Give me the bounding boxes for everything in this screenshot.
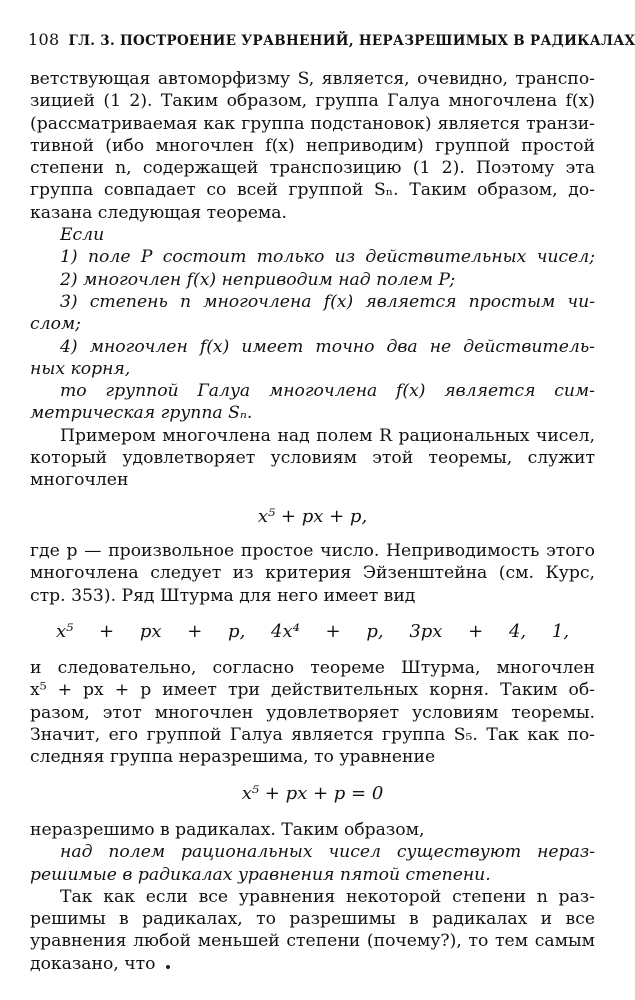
text-line: который удовлетворяет условиям этой теоремы, служит <box>30 448 595 469</box>
page-header <box>28 30 635 49</box>
conclusion-statement <box>30 841 595 886</box>
text-line: и следовательно, согласно теореме Штурма, многочлен <box>30 658 595 679</box>
text-line: где p — произвольное простое число. Неприводимость этого <box>30 540 595 561</box>
text-line: Примером многочлена над полем R рациональных чисел, <box>60 425 595 446</box>
text-line: уравнения любой меньшей степени (почему?), то тем самым <box>30 931 595 952</box>
formula-sturm-sequence: x⁵ + px + p, 4x⁴ + p, 3px + 4, 1, <box>55 620 570 642</box>
theorem-line: слом; <box>30 314 81 335</box>
theorem-statement <box>30 224 595 425</box>
paragraph-3 <box>30 540 595 607</box>
text-line: зицией (1 2). Таким образом, группа Галуа многочлена f(x) <box>30 91 595 112</box>
theorem-line: ных корня, <box>30 358 131 379</box>
theorem-line: то группой Галуа многочлена f(x) является сим- <box>60 381 595 402</box>
text-line: (рассматриваемая как группа подстановок) является транзи- <box>30 113 595 134</box>
conclusion-line: над полем рациональных чисел существуют нераз- <box>60 842 595 863</box>
theorem-line: 4) многочлен f(x) имеет точно два не действитель- <box>60 336 595 357</box>
text-line: ветствующая автоморфизму S, является, очевидно, транспо- <box>30 69 595 89</box>
paragraph-5 <box>30 819 595 841</box>
text-line: x⁵ + px + p имеет три действительных корня. Таким об- <box>30 680 595 701</box>
theorem-line: 3) степень n многочлена f(x) является простым чи- <box>60 291 595 312</box>
text-line: казана следующая теорема. <box>30 202 287 223</box>
theorem-line: 1) поле P состоит только из действительных чисел; <box>60 247 595 268</box>
formula-equation: x⁵ + px + p = 0 <box>241 782 384 804</box>
text-line: решимы в радикалах, то разрешимы в радикалах и все <box>30 909 595 930</box>
text-line: неразрешимо в радикалах. Таким образом, <box>30 819 425 840</box>
theorem-line: метрическая группа Sₙ. <box>30 403 253 424</box>
paragraph-1 <box>30 68 595 224</box>
page-number: 108 <box>28 30 60 49</box>
text-line: Так как если все уравнения некоторой степени n раз- <box>60 886 595 907</box>
ink-speck <box>166 965 170 969</box>
paragraph-2 <box>30 425 595 492</box>
text-line: группа совпадает со всей группой Sₙ. Таким образом, до- <box>30 180 595 201</box>
text-line: тивной (ибо многочлен f(x) неприводим) группой простой <box>30 135 595 156</box>
paragraph-4 <box>30 657 595 768</box>
text-line: многочлен <box>30 470 129 491</box>
text-line: Значит, его группой Галуа является группа S₅. Так как по- <box>30 725 595 746</box>
theorem-line: 2) многочлен f(x) неприводим над полем P; <box>60 269 456 290</box>
text-line: разом, этот многочлен удовлетворяет условиям теоремы. <box>30 702 595 723</box>
text-line: степени n, содержащей транспозицию (1 2). Поэтому эта <box>30 158 595 179</box>
paragraph-6 <box>30 886 595 975</box>
running-title: ГЛ. 3. ПОСТРОЕНИЕ УРАВНЕНИЙ, НЕРАЗРЕШИМЫХ В РАДИКАЛАХ <box>68 33 635 49</box>
text-line: стр. 353). Ряд Штурма для него имеет вид <box>30 585 416 606</box>
text-line: многочлена следует из критерия Эйзенштейна (см. Курс, <box>30 563 595 584</box>
theorem-line: Если <box>60 225 105 246</box>
text-line: следняя группа неразрешима, то уравнение <box>30 747 436 768</box>
text-line: доказано, что <box>30 953 156 974</box>
formula-polynomial: x⁵ + px + p, <box>257 505 368 527</box>
page-body <box>30 68 595 975</box>
conclusion-line: решимые в радикалах уравнения пятой степени. <box>30 864 491 885</box>
